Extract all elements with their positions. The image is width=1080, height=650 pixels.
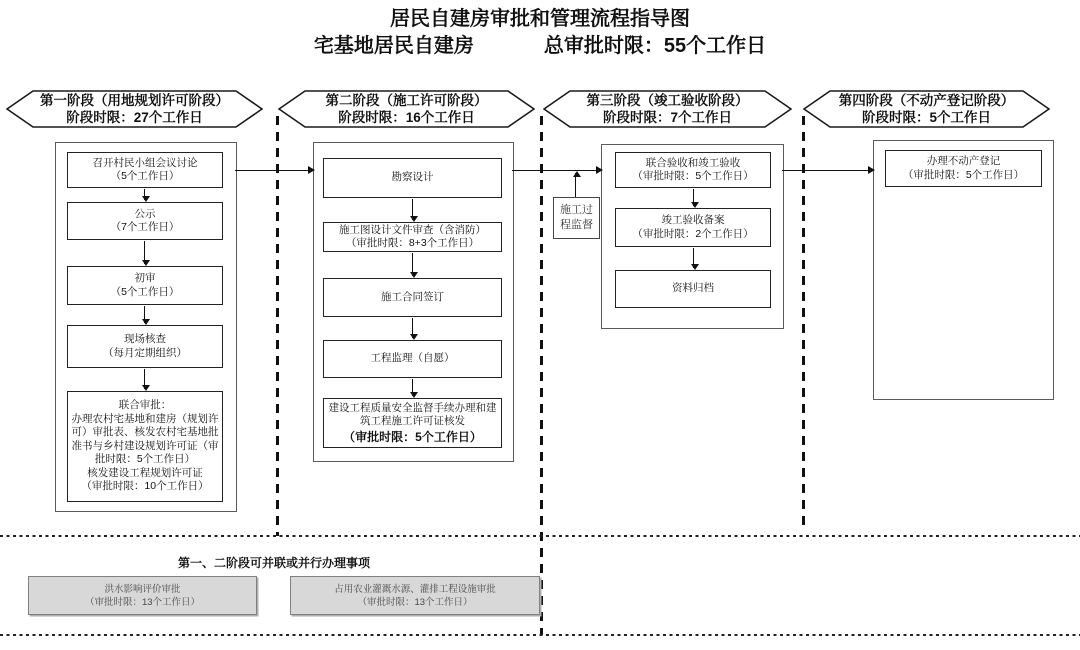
step-label: 洪水影响评价审批 xyxy=(104,583,181,595)
flow-arrow-stage2-to-stage3 xyxy=(512,170,601,171)
step-duration: （5个工作日） xyxy=(110,170,180,182)
step-label: 竣工验收备案 xyxy=(661,214,725,226)
stage-3-banner-title: 第三阶段（竣工验收阶段） xyxy=(586,93,749,108)
box-irrigation-facilities-approval xyxy=(290,576,540,615)
flow-arrow-down xyxy=(693,189,694,206)
box-site-inspection xyxy=(67,325,223,368)
stage-2-banner-title: 第二阶段（施工许可阶段） xyxy=(325,93,488,108)
box-archiving xyxy=(615,270,771,308)
supervision-label-line1: 施工过 xyxy=(560,204,593,216)
stage-1-banner xyxy=(6,90,263,128)
stage-2-banner-limit: 阶段时限：16个工作日 xyxy=(338,110,475,125)
step-label: 联合审批： xyxy=(118,399,172,412)
stage-divider-dashed-1 xyxy=(276,116,279,536)
flow-arrow-down xyxy=(144,306,145,323)
box-village-meeting xyxy=(67,152,223,188)
step-label: 勘察设计 xyxy=(391,171,434,184)
step-duration: （审批时限：2个工作日） xyxy=(632,227,754,240)
step-duration: （审批时限：10个工作日） xyxy=(81,480,209,493)
flow-arrow-stage1-to-stage2 xyxy=(235,170,313,171)
box-completion-filing xyxy=(615,208,771,247)
step-label: 资料归档 xyxy=(672,282,714,295)
step-duration: （审批时限：5个工作日） xyxy=(902,168,1025,181)
step-duration: （审批时限：8+3个工作日） xyxy=(345,237,480,249)
step-label: 施工合同签订 xyxy=(381,290,444,303)
page-subtitle xyxy=(0,33,1080,59)
step-duration: （5个工作日） xyxy=(110,285,180,298)
step-label: 联合验收和竣工验收 xyxy=(645,156,741,169)
subtitle-left: 宅基地居民自建房 xyxy=(313,35,474,57)
flow-arrow-down xyxy=(693,248,694,268)
section-separator-dotted-bottom xyxy=(0,634,1080,636)
step-label: 建设工程质量安全监督手续办理和建筑工程施工许可证核发 xyxy=(328,401,497,427)
box-quality-supervision-permit xyxy=(323,398,502,448)
step-label: 占用农业灌溉水源、灌排工程设施审批 xyxy=(334,583,496,595)
step-detail: 核发建设工程规划许可证 xyxy=(87,466,203,479)
flow-arrow-down xyxy=(412,318,413,338)
supervision-label-line2: 程监督 xyxy=(560,219,593,231)
step-duration: （每月定期组织） xyxy=(103,346,187,359)
stage-3-banner-limit: 阶段时限：7个工作日 xyxy=(602,110,732,125)
box-project-supervision-voluntary xyxy=(323,340,502,378)
step-duration: （审批时限：5个工作日） xyxy=(632,170,754,182)
box-public-notice xyxy=(67,202,223,240)
stage-4-banner-limit: 阶段时限：5个工作日 xyxy=(861,110,991,125)
box-survey-design xyxy=(323,158,502,198)
step-label: 公示 xyxy=(134,207,156,220)
flow-arrow-down xyxy=(144,189,145,200)
box-joint-acceptance xyxy=(615,152,771,188)
step-duration: （7个工作日） xyxy=(110,221,180,233)
stage-4-banner-title: 第四阶段（不动产登记阶段） xyxy=(838,93,1015,108)
box-property-registration xyxy=(885,150,1042,187)
stage-1-banner-title: 第一阶段（用地规划许可阶段） xyxy=(40,93,229,108)
step-label: 召开村民小组会议讨论 xyxy=(92,156,198,169)
step-label: 施工图设计文件审查（含消防） xyxy=(339,223,486,236)
box-contract-signing xyxy=(323,278,502,317)
stage-2-banner xyxy=(278,90,535,128)
flow-arrow-down xyxy=(144,241,145,264)
stage-1-banner-limit: 阶段时限：27个工作日 xyxy=(66,110,203,125)
box-flood-impact-assessment xyxy=(28,576,257,615)
box-drawing-review xyxy=(323,222,502,252)
box-preliminary-review xyxy=(67,266,223,305)
step-detail: 办理农村宅基地和建房（规划许可）审批表、核发农村宅基地批准书与乡村建设规划许可证（审批时限：5个工作日） xyxy=(71,412,219,466)
box-joint-approval xyxy=(67,391,223,502)
section-separator-dotted-top xyxy=(0,535,1080,537)
step-label: 工程监理（自愿） xyxy=(370,352,455,365)
box-construction-process-supervision xyxy=(553,197,600,239)
step-label: 办理不动产登记 xyxy=(926,155,1001,167)
flow-arrow-down xyxy=(412,379,413,396)
step-duration: （审批时限：13个工作日） xyxy=(84,596,201,608)
step-label: 初审 xyxy=(134,272,156,284)
stage-4-banner xyxy=(803,90,1050,128)
page-title: 居民自建房审批和管理流程指导图 xyxy=(390,8,690,30)
flow-arrow-supervision-up xyxy=(575,173,576,197)
flow-arrow-down xyxy=(144,369,145,389)
step-duration: （审批时限：5个工作日） xyxy=(343,429,482,444)
parallel-section-title: 第一、二阶段可并联或并行办理事项 xyxy=(177,556,370,570)
flow-arrow-down xyxy=(412,253,413,276)
stage-divider-dashed-3 xyxy=(802,116,805,530)
flow-arrow-down xyxy=(412,199,413,220)
step-label: 现场核查 xyxy=(124,333,166,345)
flow-arrow-stage3-to-stage4 xyxy=(782,170,873,171)
step-duration: （审批时限：13个工作日） xyxy=(357,596,473,608)
subtitle-total-limit: 总审批时限：55个工作日 xyxy=(543,35,767,57)
stage-3-banner xyxy=(543,90,792,128)
